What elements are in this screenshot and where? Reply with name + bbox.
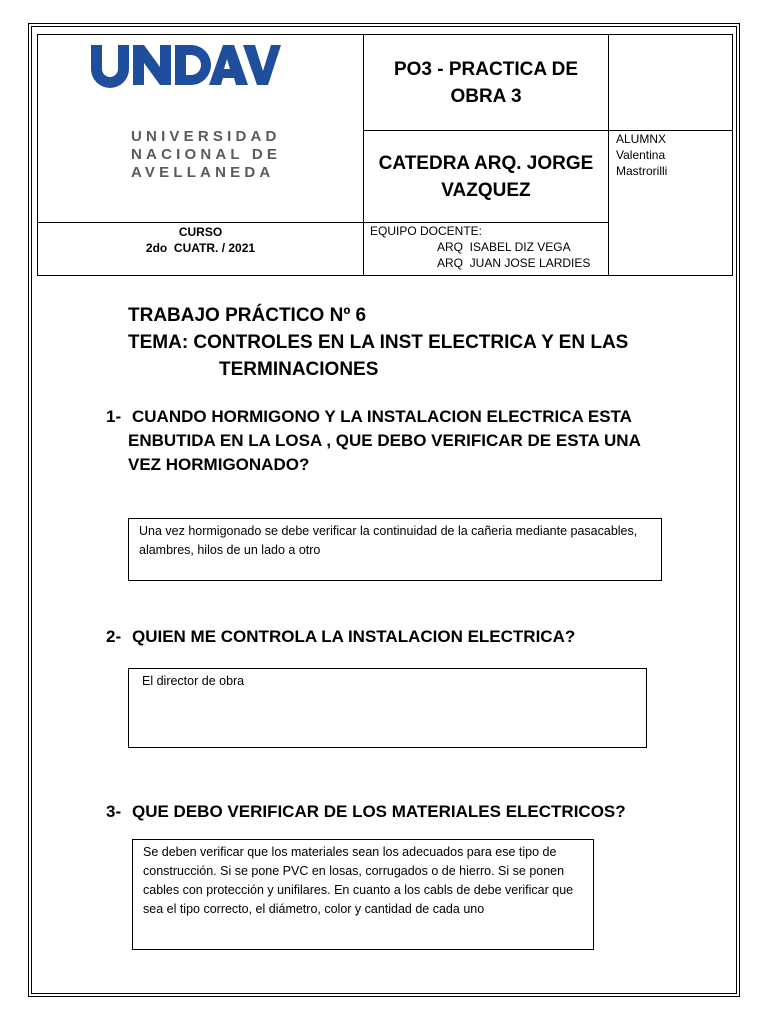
tema-line-2: TERMINACIONES [219,359,379,380]
student-label: ALUMNX [616,132,667,146]
blank-cell [608,34,733,131]
answer-2: El director de obra [128,668,647,748]
undav-logo-mark [91,41,281,89]
question-3: 3- QUE DEBO VERIFICAR DE LOS MATERIALES ELECTRICOS? [106,802,626,821]
logo-text-line: NACIONAL DE [131,146,282,163]
equipo-label: EQUIPO DOCENTE: [370,224,483,238]
teacher-2: ARQ JUAN JOSE LARDIES [437,256,591,270]
title-cell [363,34,609,131]
student-last-name: Mastrorilli [616,164,668,178]
logo-cell [37,34,364,223]
logo-text-line: UNIVERSIDAD [131,128,281,145]
catedra-cell [363,130,609,223]
answer-3: Se deben verificar que los materiales sean los adecuados para ese tipo de construcción. Si se pone PVC en losas, corrugados o de hierro. Si se ponen cables con protección y unifilares. En cuanto a los cabls de debe verificar que sea el tipo correcto, el diámetro, color y cantidad de cada uno [132,839,594,950]
answer-1: Una vez hormigonado se debe verificar la continuidad de la cañeria mediante pasacables, alambres, hilos de un lado a otro [128,518,662,581]
question-2: 2- QUIEN ME CONTROLA LA INSTALACION ELECTRICA? [106,627,576,646]
course-value: 2do CUATR. / 2021 [145,241,256,255]
catedra-title: CATEDRA ARQ. JORGE VAZQUEZ [378,152,594,201]
logo-text-line: AVELLANEDA [131,164,275,181]
question-1: 1- CUANDO HORMIGONO Y LA INSTALACION ELECTRICA ESTA ENBUTIDA EN LA LOSA , QUE DEBO VERIFICAR DE ESTA UNA VEZ HORMIGONADO? [106,407,641,474]
teacher-1: ARQ ISABEL DIZ VEGA [437,240,571,254]
course-label: CURSO [178,225,223,239]
document-title: PO3 - PRACTICA DE OBRA 3 [393,58,579,107]
tema-line-1: TEMA: CONTROLES EN LA INST ELECTRICA Y EN LAS [128,332,629,353]
student-cell [608,130,733,276]
equipo-cell [363,222,609,276]
work-title: TRABAJO PRÁCTICO Nº 6 [128,305,367,326]
logo-text [131,128,281,182]
student-first-name: Valentina [616,148,666,162]
course-cell [37,222,364,276]
